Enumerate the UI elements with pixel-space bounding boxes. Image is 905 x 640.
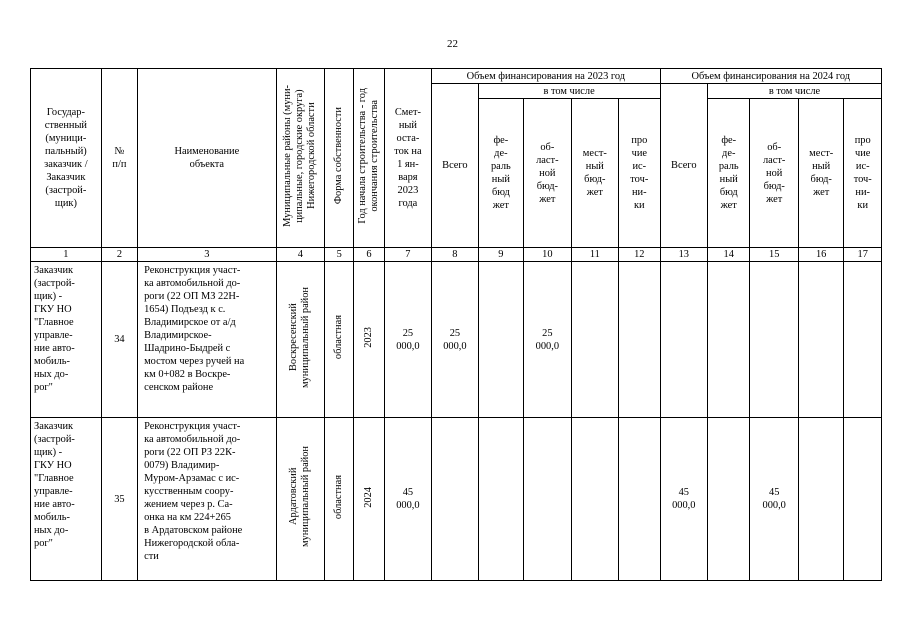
text-line: окончания строительства — [369, 100, 380, 212]
column-number: 8 — [432, 248, 478, 262]
text-line: онка на км 224+265 — [144, 512, 231, 523]
text-line: ный — [719, 174, 738, 185]
text-line: щик) — [54, 198, 77, 209]
row-object-name — [138, 262, 276, 418]
row-local-2024 — [798, 262, 843, 418]
row-regional-2024 — [750, 418, 799, 581]
header-other-2023 — [619, 99, 660, 248]
text-line: кусственным соору- — [144, 486, 234, 497]
row-local-2024 — [798, 418, 843, 581]
column-number: 5 — [325, 248, 354, 262]
text-line: заказчик / — [44, 159, 88, 170]
text-line: ных до- — [34, 525, 69, 536]
row-local-2023 — [571, 262, 618, 418]
row-federal-2024 — [708, 418, 750, 581]
header-local-2024 — [798, 99, 843, 248]
column-number: 17 — [844, 248, 882, 262]
row-regional-2023 — [524, 262, 571, 418]
text-line: Смет- — [394, 107, 421, 118]
text-line: Заказчик — [34, 265, 74, 276]
text-line: жет — [720, 200, 737, 211]
text-line: ние авто- — [34, 343, 75, 354]
text-line: ис- — [632, 161, 647, 172]
text-line: Владимирское от а/д — [144, 317, 236, 328]
text-line: (застрой- — [34, 434, 75, 445]
text-line: 45 — [402, 487, 414, 498]
column-number: 12 — [619, 248, 660, 262]
text-line: роги (22 ОП МЗ 22Н- — [144, 291, 240, 302]
text-line: мобиль- — [34, 356, 71, 367]
text-line: сти — [144, 551, 159, 562]
text-line: бюд- — [810, 174, 832, 185]
row-other-2024 — [844, 262, 882, 418]
row-other-2023 — [619, 418, 660, 581]
text-line: ГКУ НО — [34, 304, 72, 315]
text-line: чие — [855, 148, 871, 159]
text-line: 25 — [402, 327, 414, 339]
text-line: раль — [490, 161, 511, 172]
row-customer — [31, 418, 102, 581]
text-line: Муниципальные районы (муни- — [282, 85, 294, 227]
text-line: ласт- — [536, 154, 559, 166]
text-line: ной — [766, 167, 783, 179]
text-line: ный — [491, 174, 510, 185]
text-line: Государ- — [46, 107, 85, 118]
row-customer — [31, 262, 102, 418]
column-number: 3 — [138, 248, 276, 262]
text-line: жением через р. Са- — [144, 499, 233, 510]
header-federal-2023 — [478, 99, 523, 248]
text-line: пальный) — [44, 146, 87, 157]
column-number: 6 — [354, 248, 384, 262]
text-line: ни- — [855, 187, 870, 198]
page-number: 22 — [447, 38, 458, 50]
column-number: 13 — [660, 248, 707, 262]
text-line: Реконструкция участ- — [144, 265, 241, 276]
row-estimate — [384, 262, 431, 418]
text-line: Реконструкция участ- — [144, 421, 241, 432]
text-line: бюд- — [763, 180, 785, 192]
text-line: ток на — [394, 146, 422, 157]
row-other-2023 — [619, 262, 660, 418]
text-line: ГКУ НО — [34, 460, 72, 471]
header-total-2024: Всего — [660, 84, 707, 248]
text-line: точ- — [630, 174, 649, 185]
text-line: жет — [766, 193, 783, 205]
header-other-2024 — [844, 99, 882, 248]
row-ownership: областная — [325, 262, 354, 418]
row-num: 35 — [101, 418, 137, 581]
column-number: 2 — [101, 248, 137, 262]
header-years — [354, 69, 384, 248]
row-object-name — [138, 418, 276, 581]
header-including-2023: в том числе — [478, 84, 660, 99]
text-line: 000,0 — [443, 340, 467, 352]
text-line: щик) - — [34, 291, 63, 302]
text-line: бюд — [719, 187, 738, 198]
text-line: жет — [492, 200, 509, 211]
text-line: года — [398, 198, 418, 209]
row-federal-2024 — [708, 262, 750, 418]
text-line: ки — [633, 200, 645, 211]
text-line: про — [631, 135, 648, 146]
financing-table — [30, 68, 882, 581]
text-line: де- — [494, 148, 508, 159]
text-line: чие — [631, 148, 647, 159]
row-year: 2023 — [354, 262, 384, 418]
column-number: 10 — [524, 248, 571, 262]
header-districts — [276, 69, 325, 248]
text-line: об- — [767, 141, 782, 153]
header-num — [101, 69, 137, 248]
text-line: 0079) Владимир- — [144, 460, 220, 471]
header-total-2023: Всего — [432, 84, 478, 248]
text-line: 2023 — [397, 185, 419, 196]
text-line: ис- — [855, 161, 870, 172]
row-total-2023 — [432, 418, 478, 581]
text-line: "Главное — [34, 317, 74, 328]
text-line: № — [114, 146, 125, 157]
column-number: 9 — [478, 248, 523, 262]
row-total-2024 — [660, 418, 707, 581]
text-line: Нижегородской обла- — [144, 538, 240, 549]
row-other-2024 — [844, 418, 882, 581]
text-line: щик) - — [34, 447, 63, 458]
text-line: оста- — [396, 133, 420, 144]
text-line: роги (22 ОП РЗ 22К- — [144, 447, 236, 458]
column-number: 11 — [571, 248, 618, 262]
text-line: жет — [813, 187, 830, 198]
header-regional-2023 — [524, 99, 571, 248]
text-line: 000,0 — [672, 500, 696, 511]
text-line: Нижегородской области — [306, 102, 318, 210]
text-line: 000,0 — [762, 500, 786, 511]
text-line: ственный — [44, 120, 87, 131]
row-total-2023 — [432, 262, 478, 418]
text-line: Ардатовский — [288, 468, 300, 526]
text-line: Заказчик — [46, 172, 86, 183]
text-line: фе- — [721, 135, 737, 146]
text-line: Шадрино-Быдрей с — [144, 343, 231, 354]
text-line: 000,0 — [396, 340, 420, 352]
text-line: п/п — [112, 159, 127, 170]
text-line: сенском районе — [144, 382, 214, 393]
column-number: 1 — [31, 248, 102, 262]
text-line: бюд — [491, 187, 510, 198]
row-local-2023 — [571, 418, 618, 581]
text-line: в Ардатовском районе — [144, 525, 243, 536]
row-federal-2023 — [478, 262, 523, 418]
row-year: 2024 — [354, 418, 384, 581]
text-line: (застрой- — [34, 278, 75, 289]
text-line: Воскресенский — [288, 303, 300, 372]
text-line: ципальные, городские округа) — [294, 89, 306, 223]
header-object-name — [138, 69, 276, 248]
text-line: ка автомобильной до- — [144, 434, 241, 445]
text-line: управле- — [34, 330, 73, 341]
row-district — [276, 262, 325, 418]
header-regional-2024 — [750, 99, 799, 248]
text-line: раль — [718, 161, 739, 172]
text-line: мест- — [582, 148, 607, 159]
text-line: ки — [857, 200, 869, 211]
text-line: Год начала строительства - год — [357, 88, 368, 224]
text-line: точ- — [853, 174, 872, 185]
text-line: де- — [722, 148, 736, 159]
text-line: (муници- — [45, 133, 87, 144]
header-local-2023 — [571, 99, 618, 248]
text-line: ние авто- — [34, 499, 75, 510]
text-line: про — [854, 135, 871, 146]
header-including-2024: в том числе — [708, 84, 882, 99]
text-line: бюд- — [536, 180, 558, 192]
text-line: ных до- — [34, 369, 69, 380]
header-fin-2023: Объем финансирования на 2023 год — [432, 69, 660, 84]
text-line: Владимирское- — [144, 330, 212, 341]
text-line: варя — [398, 172, 418, 183]
column-number-row — [31, 248, 882, 262]
row-regional-2023 — [524, 418, 571, 581]
text-line: мобиль- — [34, 512, 71, 523]
text-line: ной — [539, 167, 556, 179]
table-row — [31, 418, 882, 581]
column-number: 16 — [798, 248, 843, 262]
row-total-2024 — [660, 262, 707, 418]
text-line: ни- — [632, 187, 647, 198]
column-number: 14 — [708, 248, 750, 262]
text-line: 000,0 — [535, 340, 560, 352]
text-line: муниципальный район — [300, 446, 312, 548]
row-ownership: областная — [325, 418, 354, 581]
text-line: 1 ян- — [397, 159, 419, 170]
text-line: Заказчик — [34, 421, 74, 432]
text-line: рог" — [34, 538, 53, 549]
header-federal-2024 — [708, 99, 750, 248]
row-regional-2024 — [750, 262, 799, 418]
text-line: муниципальный район — [300, 286, 312, 389]
text-line: бюд- — [584, 174, 606, 185]
text-line: 45 — [678, 487, 689, 498]
text-line: мостом через ручей на — [144, 356, 245, 367]
text-line: ный — [585, 161, 604, 172]
text-line: жет — [586, 187, 603, 198]
text-line: км 0+082 в Воскре- — [144, 369, 231, 380]
row-federal-2023 — [478, 418, 523, 581]
text-line: объекта — [189, 159, 225, 170]
row-estimate — [384, 418, 431, 581]
text-line: управле- — [34, 486, 73, 497]
text-line: ный — [398, 120, 417, 131]
text-line: (застрой- — [45, 185, 87, 196]
text-line: ка автомобильной до- — [144, 278, 241, 289]
text-line: 25 — [542, 327, 553, 339]
text-line: Муром-Арзамас с ис- — [144, 473, 240, 484]
text-line: мест- — [809, 148, 834, 159]
text-line: "Главное — [34, 473, 74, 484]
text-line: 25 — [449, 327, 461, 339]
column-number: 7 — [384, 248, 431, 262]
text-line: 45 — [769, 487, 780, 498]
header-estimate — [384, 69, 431, 248]
column-number: 15 — [750, 248, 799, 262]
table-row — [31, 262, 882, 418]
text-line: рог" — [34, 382, 53, 393]
text-line: Наименование — [174, 146, 240, 157]
header-customer — [31, 69, 102, 248]
text-line: 000,0 — [396, 500, 420, 511]
column-number: 4 — [276, 248, 325, 262]
text-line: 1654) Подъезд к с. — [144, 304, 226, 315]
header-fin-2024: Объем финансирования на 2024 год — [660, 69, 881, 84]
header-ownership: Форма собственности — [325, 69, 354, 248]
text-line: ный — [812, 161, 831, 172]
row-num: 34 — [101, 262, 137, 418]
text-line: об- — [540, 141, 555, 153]
text-line: жет — [539, 193, 556, 205]
text-line: ласт- — [762, 154, 786, 166]
text-line: фе- — [493, 135, 509, 146]
row-district — [276, 418, 325, 581]
